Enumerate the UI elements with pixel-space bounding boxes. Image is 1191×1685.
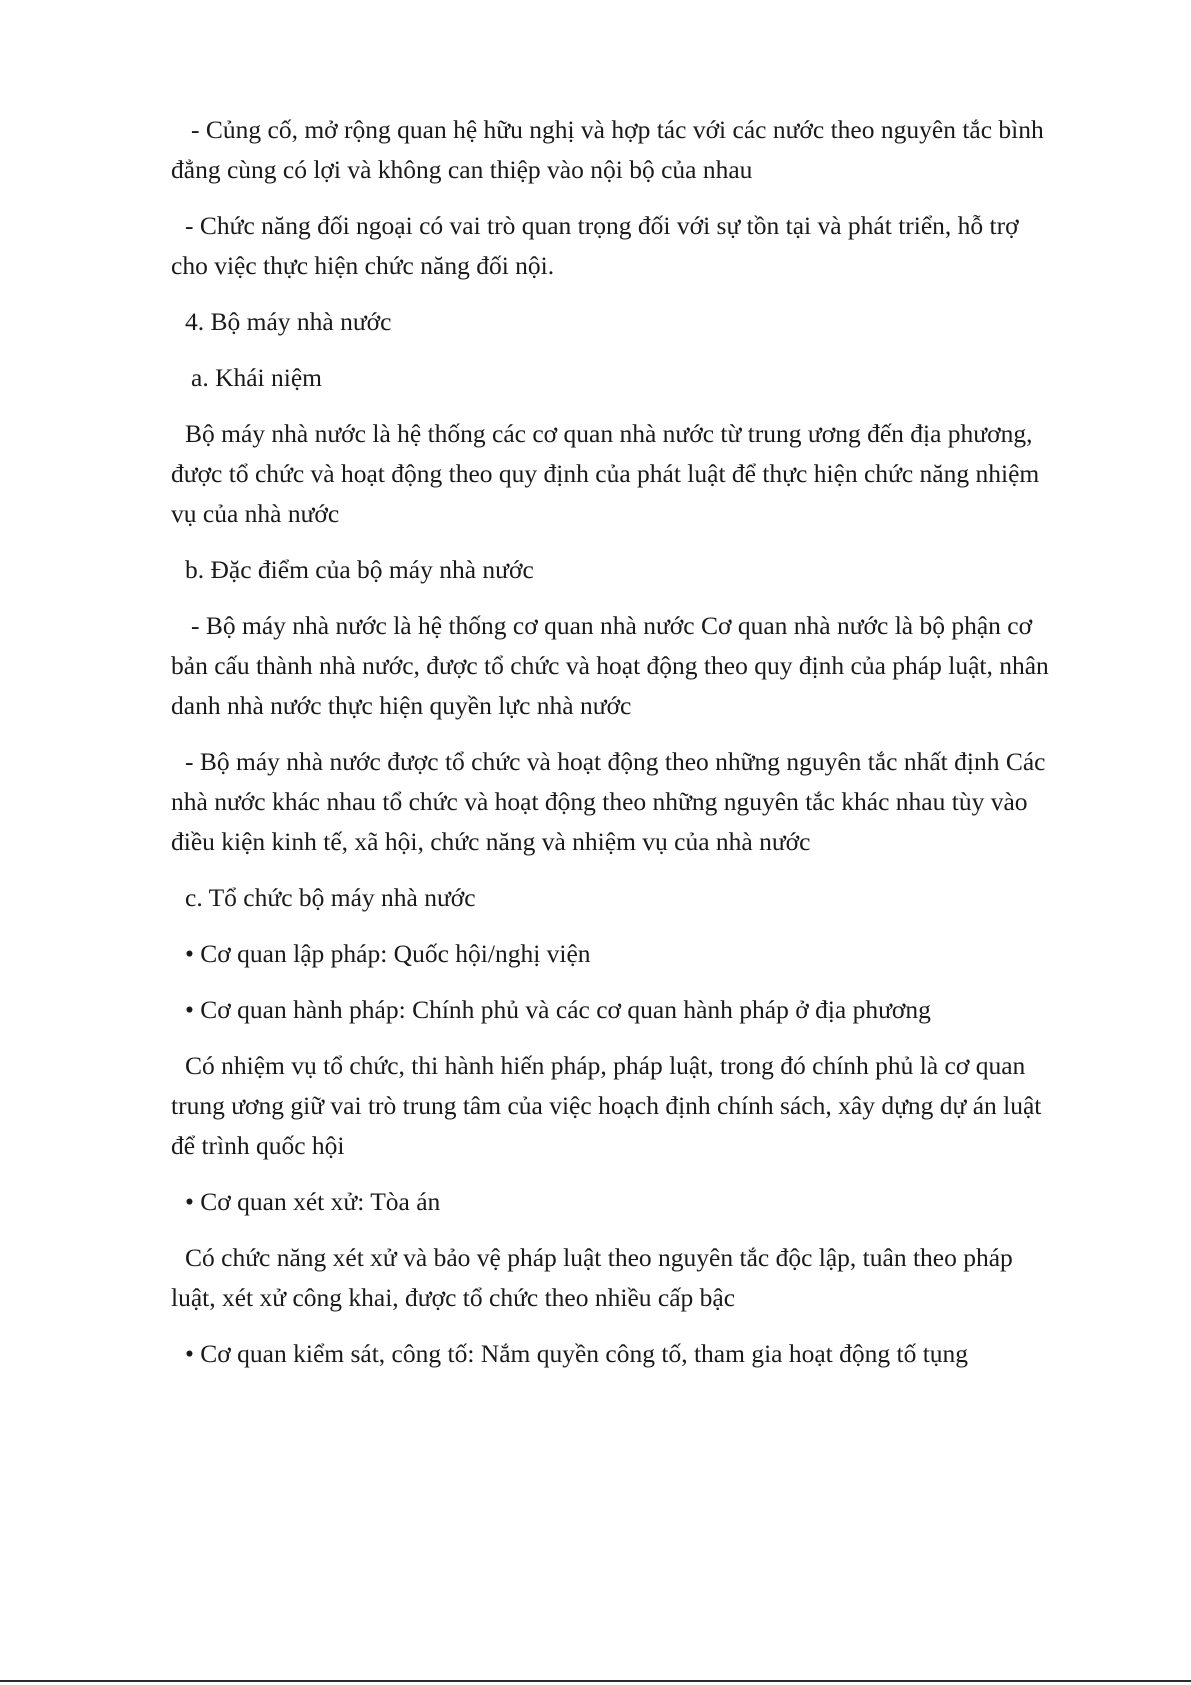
paragraph-executive-duties: Có nhiệm vụ tổ chức, thi hành hiến pháp, pháp luật, trong đó chính phủ là cơ quan trung ương giữ vai trò trung tâm của việc hoạch định chính sách, xây dựng dự án luật để trình quốc hội [171,1051,1042,1160]
paragraph-foreign-function: - Chức năng đối ngoại có vai trò quan trọng đối với sự tồn tại và phát triển, hỗ trợ cho việc thực hiện chức năng đối nội. [171,211,1019,280]
paragraph-characteristic-2: - Bộ máy nhà nước được tổ chức và hoạt động theo những nguyên tắc nhất định Các nhà nước khác nhau tổ chức và hoạt động theo những nguyên tắc khác nhau tùy vào điều kiện kinh tế, xã hội, chức năng và nhiệm vụ của nhà nước [171,747,1046,856]
paragraph-characteristic-1: - Bộ máy nhà nước là hệ thống cơ quan nhà nước Cơ quan nhà nước là bộ phận cơ bản cấu thành nhà nước, được tổ chức và hoạt động theo quy định của pháp luật, nhân danh nhà nước thực hiện quyền lực nhà nước [171,611,1049,720]
bullet-procuracy: • Cơ quan kiểm sát, công tố: Nắm quyền công tố, tham gia hoạt động tố tụng [185,1339,969,1368]
paragraph-concept-definition: Bộ máy nhà nước là hệ thống các cơ quan nhà nước từ trung ương đến địa phương, được tổ chức và hoạt động theo quy định của phát luật để thực hiện chức năng nhiệm vụ của nhà nước [171,419,1040,528]
page-bottom-rule [0,1680,1191,1682]
bullet-legislative: • Cơ quan lập pháp: Quốc hội/nghị viện [185,939,591,968]
paragraph-foreign-relations: - Củng cố, mở rộng quan hệ hữu nghị và hợp tác với các nước theo nguyên tắc bình đẳng cùng có lợi và không can thiệp vào nội bộ của nhau [171,115,1044,184]
document-page [171,110,1051,1390]
bullet-judicial: • Cơ quan xét xử: Tòa án [185,1187,441,1216]
paragraph-judicial-duties: Có chức năng xét xử và bảo vệ pháp luật theo nguyên tắc độc lập, tuân theo pháp luật, xét xử công khai, được tổ chức theo nhiều cấp bậc [171,1243,1013,1312]
section-heading-state-apparatus: 4. Bộ máy nhà nước [185,307,392,336]
bullet-executive: • Cơ quan hành pháp: Chính phủ và các cơ quan hành pháp ở địa phương [185,995,931,1024]
subheading-organization: c. Tổ chức bộ máy nhà nước [185,883,476,912]
subheading-characteristics: b. Đặc điểm của bộ máy nhà nước [185,555,534,584]
subheading-concept: a. Khái niệm [191,363,322,392]
